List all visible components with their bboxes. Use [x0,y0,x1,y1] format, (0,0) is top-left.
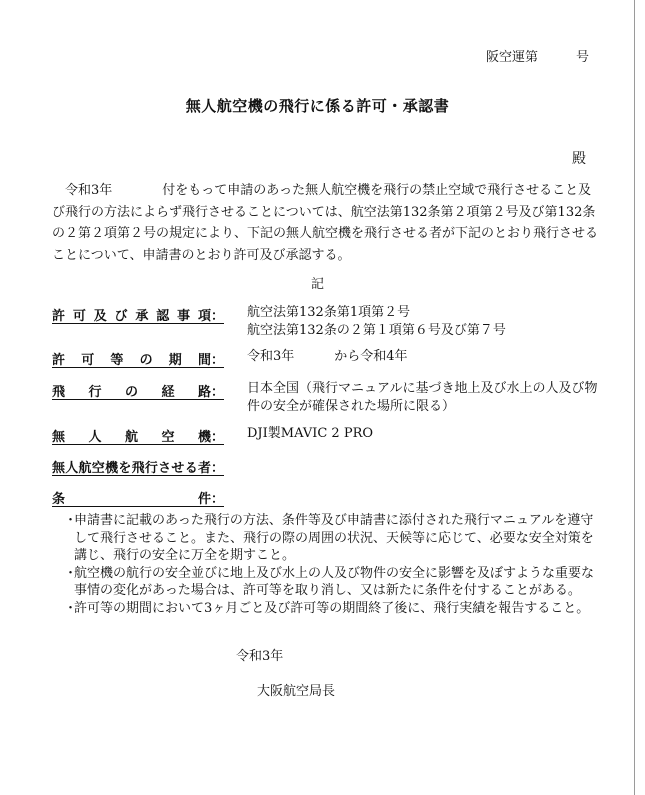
aircraft-label: 無人航空機 [52,430,211,445]
ki-heading: 記 [310,277,324,292]
aircraft-value: DJI製MAVIC 2 PRO [247,426,374,441]
issuing-authority: 大阪航空局長 [257,684,336,699]
operator-label: 無人航空機を飛行させる者 [52,461,211,476]
issue-date: 令和3年 [236,649,284,664]
route-label: 飛行の経路 [52,385,211,400]
document-number-suffix: 号 [575,50,589,65]
body-paragraph [52,180,600,266]
period-label: 許可等の期間 [52,353,211,368]
addressee-suffix: 殿 [572,151,586,167]
route-value: 日本全国（飛行マニュアルに基づき地上及び水上の人及び物 件の安全が確保された場所に限る） [247,381,598,414]
document-number-prefix: 阪空運第 [485,50,538,65]
body-line-2: び飛行の方法によらず飛行させることについては、航空法第132条第２項第２号及び第132条 [52,204,596,220]
operator-label-row: 無人航空機を飛行させる者 ： [52,457,224,476]
body-line-1: 令和3年 付をもって申請のあった無人航空機を飛行の禁止空域で飛行させること及 [65,183,592,198]
conditions-label: 条件 [52,492,211,507]
body-date: 令和3年 [65,183,113,198]
condition-item: ・ 許可等の期間において3ヶ月ごと及び許可等の期間終了後に、飛行実績を報告すること。 [64,600,590,616]
conditions-label-row: 条件 ： [52,488,224,507]
document-title: 無人航空機の飛行に係る許可・承認書 [185,97,450,115]
route-label-row: 飛行の経路 ： [52,381,224,400]
conditions-list [64,512,612,617]
period-label-row: 許可等の期間 ： [52,349,224,368]
aircraft-label-row: 無人航空機 ： [52,426,224,445]
body-line-3: の２第２項第２号の規定により、下記の無人航空機を飛行させる者が下記のとおり飛行させる [52,226,599,241]
body-line-4: ことについて、申請書のとおり許可及び承認する。 [52,247,351,263]
period-value: 令和3年 から令和4年 [247,349,408,364]
permission-label: 許可及び承認事項 [52,309,211,324]
condition-item: ・ 申請書に記載のあった飛行の方法、条件等及び申請書に添付された飛行マニュアルを遵守 して飛行させること。また、飛行の際の周囲の状況、天候等に応じて、必要な安全対策を 講じ、飛行の安全に万全を期すこと。 [64,513,594,563]
condition-item: ・ 航空機の航行の安全並びに地上及び水上の人及び物件の安全に影響を及ぼすような重要な 事情の変化があった場合は、許可等を取り消し、又は新たに条件を付することがある。 [64,565,595,598]
permission-label-row: 許可及び承認事項 ： [52,305,224,324]
document-number [486,46,589,65]
permission-value: 航空法第132条第1項第２号 航空法第132条の２第１項第６号及び第７号 [247,305,506,338]
